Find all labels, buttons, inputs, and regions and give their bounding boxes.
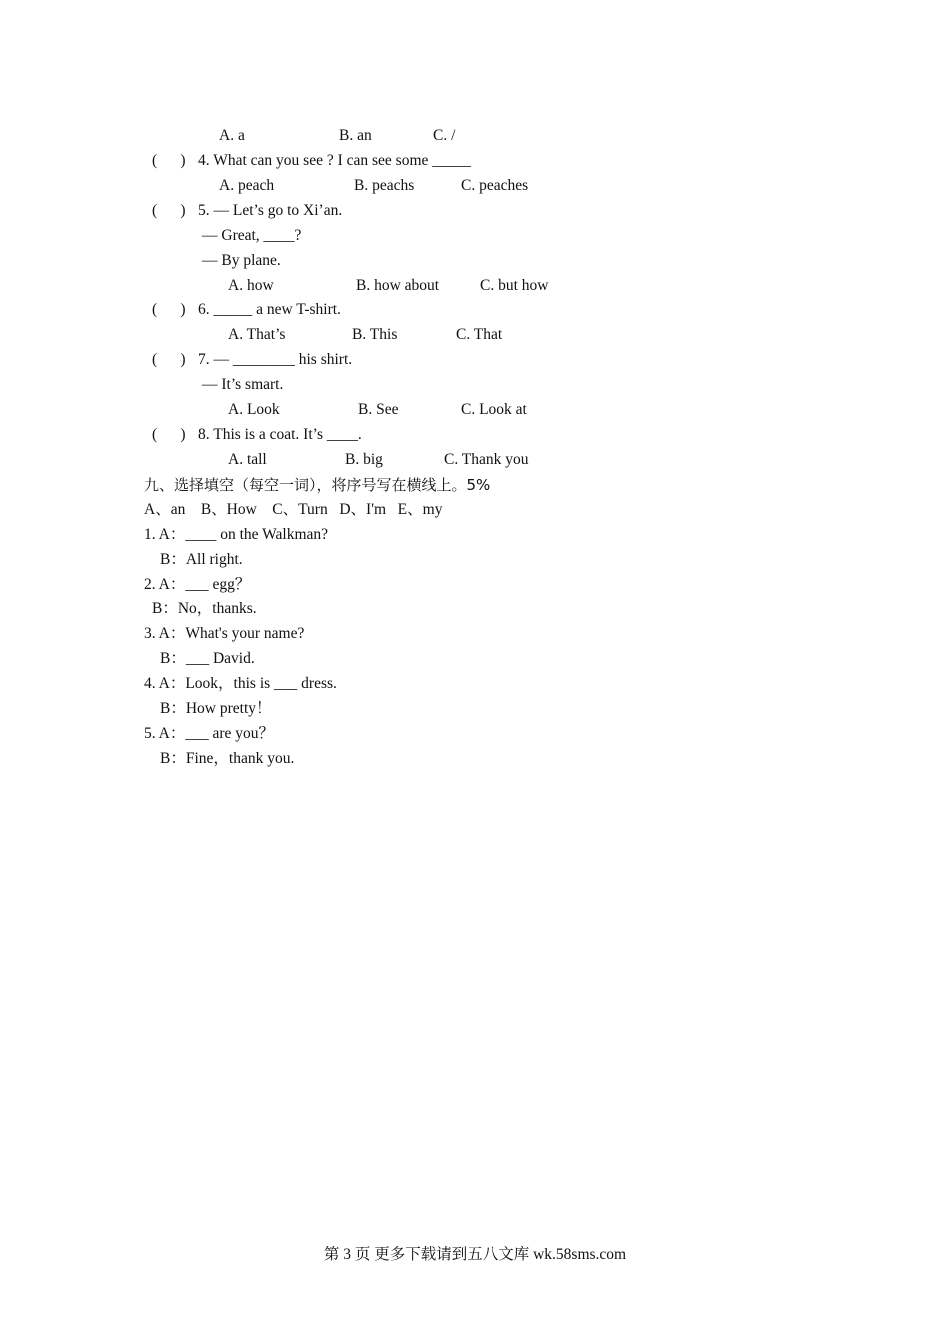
dialog-1-b: B：All right. [160,551,243,568]
q5-question: 5. — Let’s go to Xi’an. [198,202,343,219]
q6-option-a: A. That’s [228,326,286,343]
q8-answer-paren: ( ) [152,426,186,443]
dialog-2-b: B：No，thanks. [152,600,257,617]
q7-option-b: B. See [358,401,399,418]
q4-option-b: B. peachs [354,177,415,194]
q8-question: 8. This is a coat. It’s ____. [198,426,362,443]
q3-option-c: C. / [433,127,456,144]
q5-option-a: A. how [228,277,274,294]
q5-option-c: C. but how [480,277,549,294]
dialog-4-a: 4. A：Look，this is ___ dress. [144,675,337,692]
q4-question: 4. What can you see ? I can see some _____ [198,152,472,169]
q5-answer-paren: ( ) [152,202,186,219]
section-9-title: 九、选择填空（每空一词），将序号写在横线上。5% [144,476,491,494]
q5-line-2: — Great, ____? [202,227,302,244]
q7-question: 7. — ________ his shirt. [198,351,353,368]
q6-option-c: C. That [456,326,503,343]
page-footer: 第 3 页 更多下载请到五八文库 wk.58sms.com [323,1246,627,1263]
dialog-2-a: 2. A：___ egg？ [144,576,251,593]
q6-option-b: B. This [352,326,398,343]
q3-option-a: A. a [219,127,245,144]
q4-option-a: A. peach [219,177,275,194]
q5-line-3: — By plane. [202,252,281,269]
q4-option-c: C. peaches [461,177,529,194]
section-9-word-bank: A、an B、How C、Turn D、I'm E、my [144,501,443,518]
dialog-1-a: 1. A：____ on the Walkman? [144,526,329,543]
q8-option-a: A. tall [228,451,267,468]
q7-option-c: C. Look at [461,401,527,418]
q6-answer-paren: ( ) [152,301,186,318]
dialog-5-b: B：Fine，thank you. [160,750,295,767]
q7-answer-paren: ( ) [152,351,186,368]
dialog-3-a: 3. A：What's your name? [144,625,305,642]
q3-option-b: B. an [339,127,372,144]
q5-option-b: B. how about [356,277,440,294]
q8-option-c: C. Thank you [444,451,529,468]
dialog-4-b: B：How pretty！ [160,700,272,717]
q4-answer-paren: ( ) [152,152,186,169]
q7-line-2: — It’s smart. [202,376,284,393]
q8-option-b: B. big [345,451,383,468]
dialog-3-b: B：___ David. [160,650,255,667]
dialog-5-a: 5. A：___ are you？ [144,725,275,742]
q6-question: 6. _____ a new T-shirt. [198,301,341,318]
q7-option-a: A. Look [228,401,280,418]
